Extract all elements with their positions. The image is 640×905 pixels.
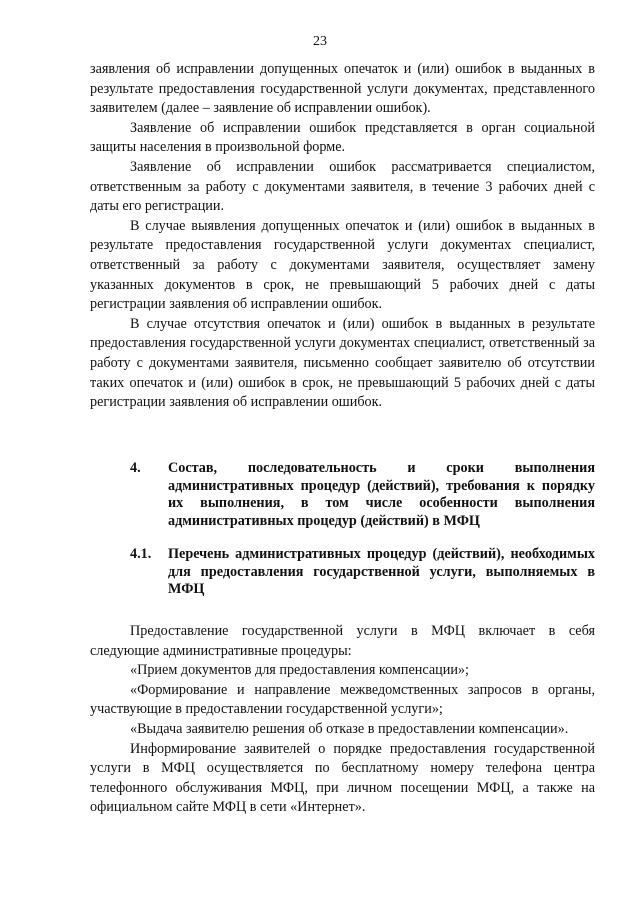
page-number: 23	[313, 34, 327, 49]
paragraph-continuation: заявления об исправлении допущенных опечаток и (или) ошибок в выданных в результате предоставления государственной услуги документах, представленного заявителем (далее – заявление об исправлении ошибок).	[90, 61, 595, 117]
list-item: «Прием документов для предоставления компенсации»;	[130, 662, 469, 679]
bottom-text-block	[90, 622, 595, 818]
paragraph: Предоставление государственной услуги в МФЦ включает в себя следующие административные процедуры:	[90, 623, 595, 659]
paragraph: В случае отсутствия опечаток и (или) ошибок в выданных в результате предоставления государственной услуги документах специалист, ответственный за работу с документами заявителя, письменно сообщает заявителю об отсутствии таких опечаток и (или) ошибок в срок, не превышающий 5 рабочих дней с даты регистрации заявления об исправлении ошибок.	[90, 315, 595, 411]
paragraph: В случае выявления допущенных опечаток и (или) ошибок в выданных в результате предоставления государственной услуги документах специалист, ответственный за работу с документами заявителя, осуществляет замену указанных документов в срок, не превышающий 5 рабочих дней с даты регистрации заявления об исправлении ошибок.	[90, 217, 595, 313]
paragraph: Заявление об исправлении ошибок представляется в орган социальной защиты населения в произвольной форме.	[90, 119, 595, 156]
section-number: 4.	[130, 460, 141, 476]
paragraph: Информирование заявителей о порядке предоставления государственной услуги в МФЦ осуществляется по бесплатному номеру телефона центра телефонного обслуживания МФЦ, при личном посещении МФЦ, а также на официальном сайте МФЦ в сети «Интернет».	[90, 740, 595, 816]
section-4-heading	[90, 460, 595, 530]
section-number: 4.1.	[130, 546, 152, 562]
paragraph: Заявление об исправлении ошибок рассматривается специалистом, ответственным за работу с документами заявителя, в течение 3 рабочих дней с даты его регистрации.	[90, 158, 595, 215]
list-item: «Формирование и направление межведомственных запросов в органы, участвующие в предоставлении государственной услуги»;	[90, 681, 595, 718]
section-title: Состав, последовательность и сроки выполнения административных процедур (действий), требования к порядку их выполнения, в том числе особенности выполнения административных процедур (действий) в МФЦ	[168, 460, 595, 529]
section-4-1-heading	[90, 546, 595, 599]
section-title: Перечень административных процедур (действий), необходимых для предоставления государственной услуги, выполняемых в МФЦ	[168, 546, 595, 597]
top-text-block	[90, 60, 595, 413]
list-item: «Выдача заявителю решения об отказе в предоставлении компенсации».	[130, 720, 569, 737]
